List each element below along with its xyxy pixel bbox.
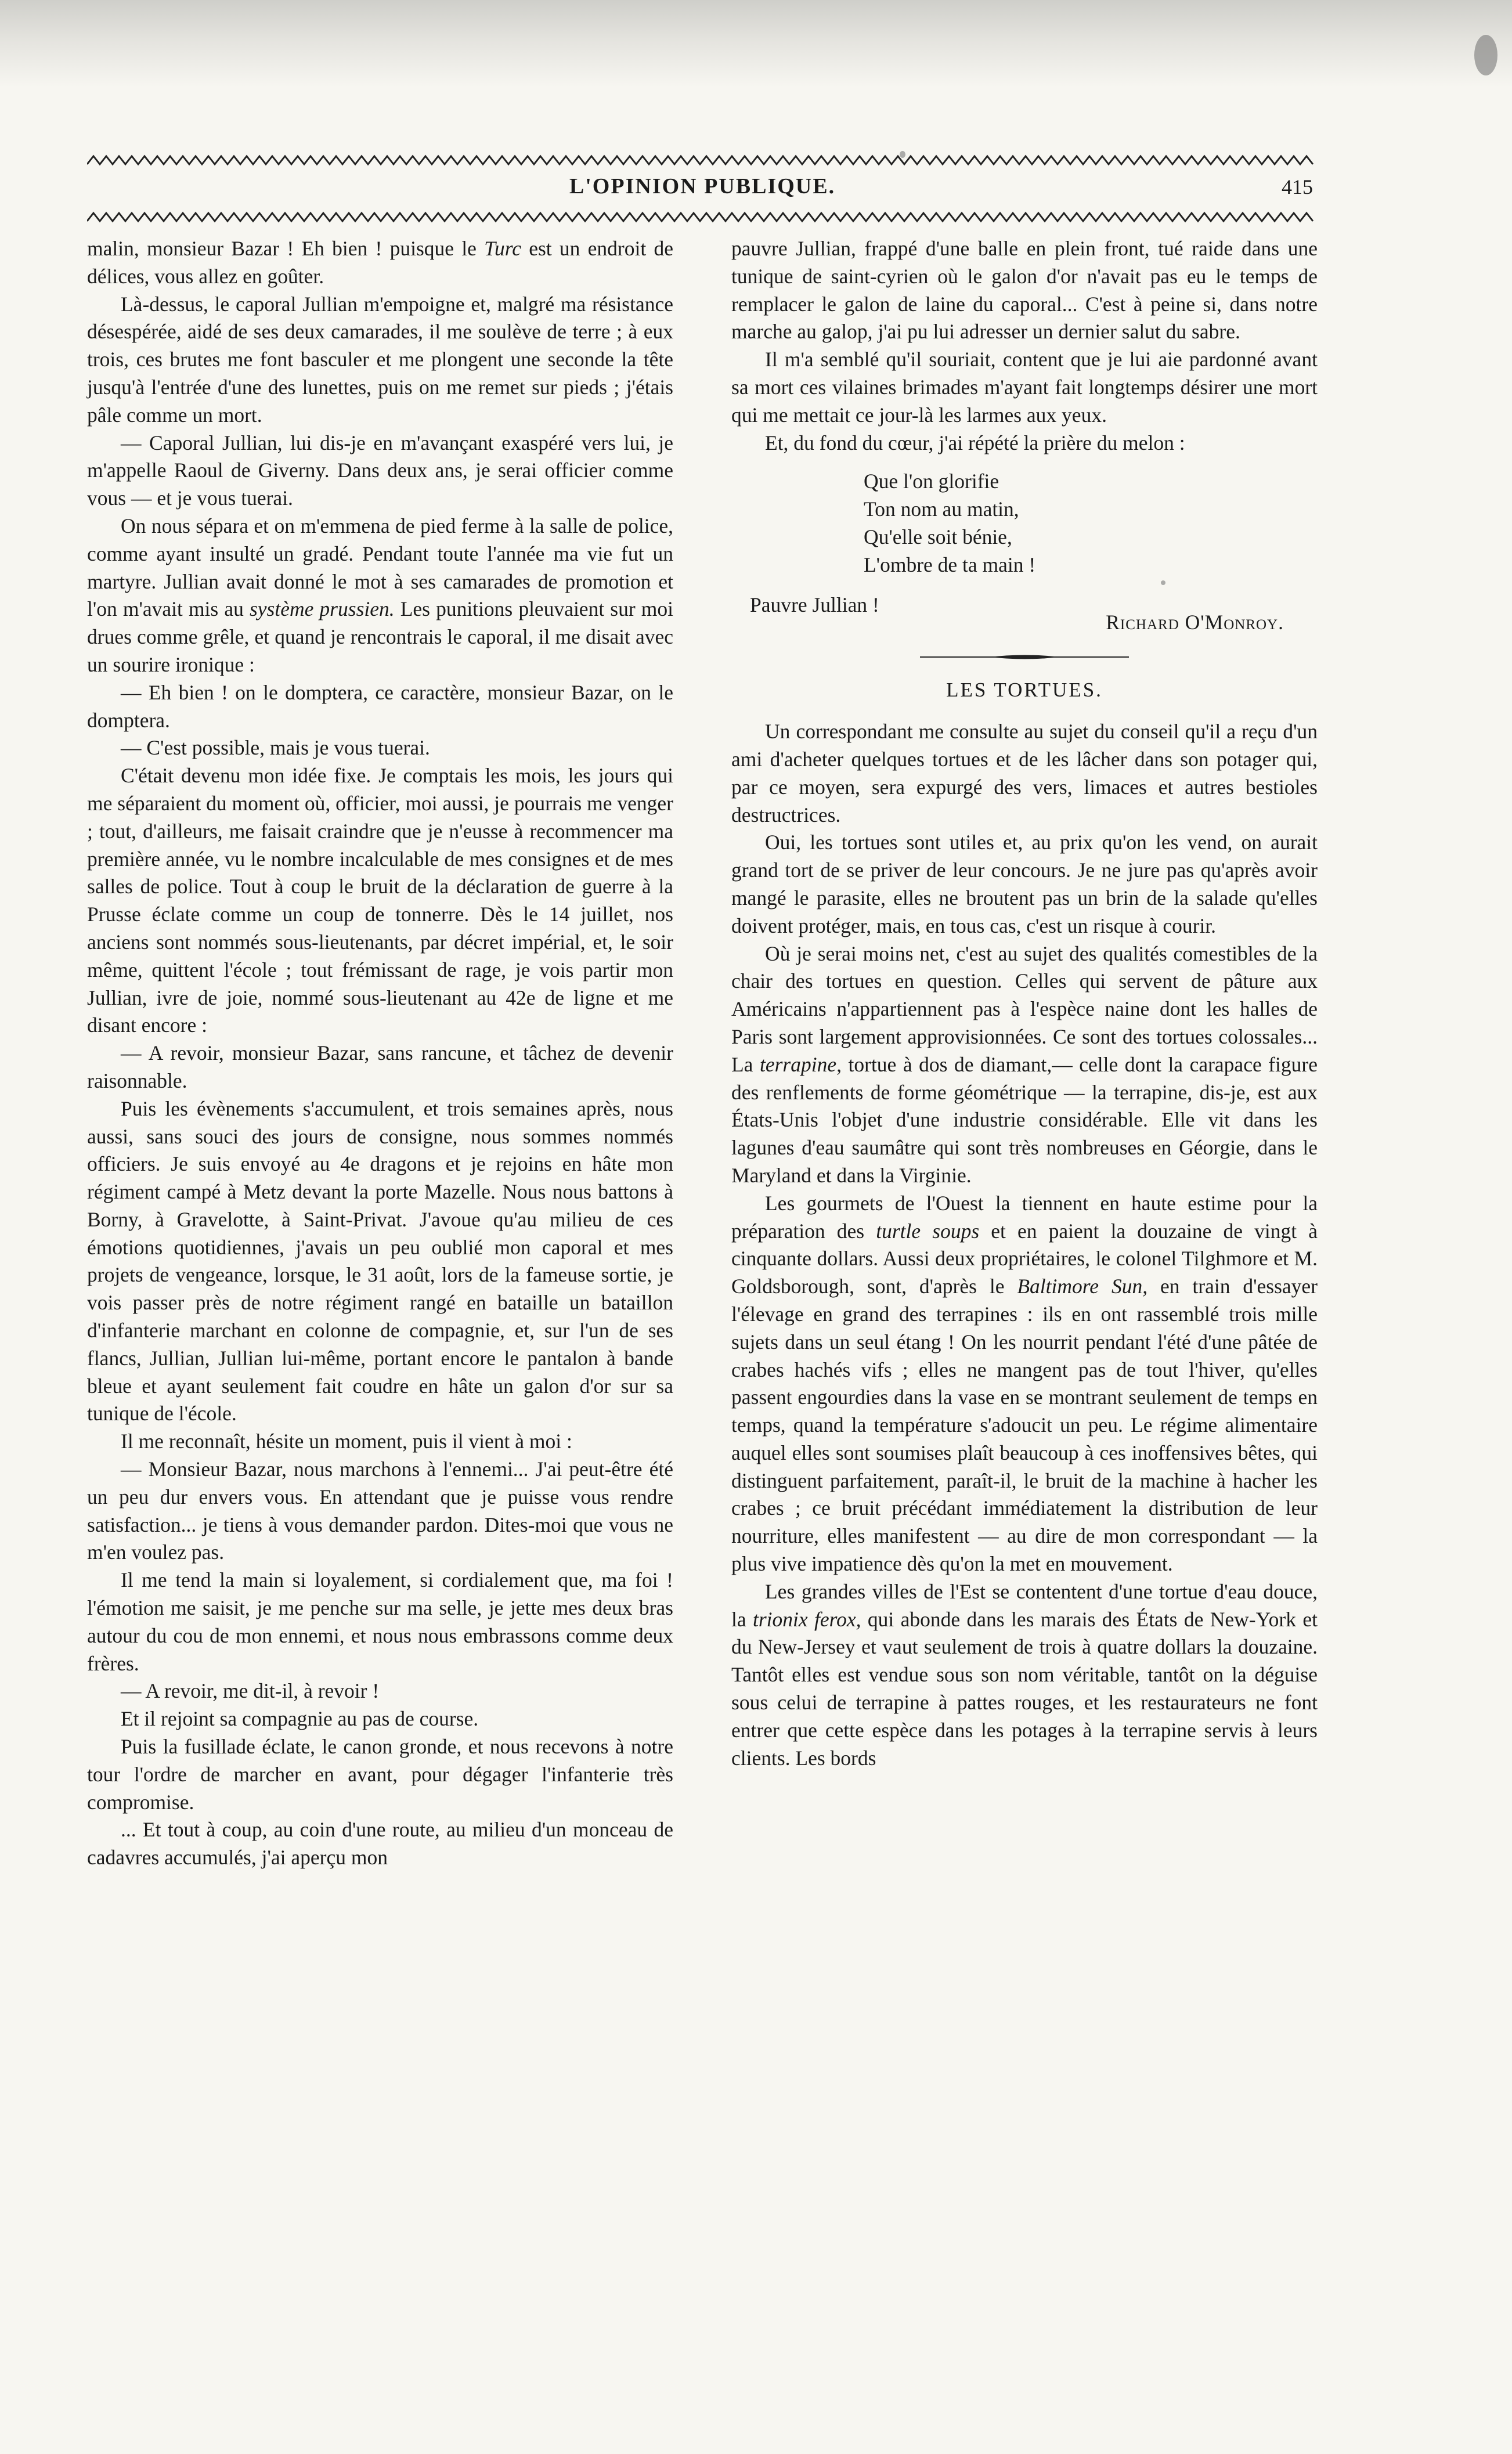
text-run: On nous sépara et on m'emmena de pied ferme à la salle de police, comme ayant insulté un gradé. Pendant toute l'année ma vie fut un martyre. Jullian avait donné le mot à ses camarades de promotion et l'on m'avait mis au [87, 514, 673, 621]
paragraph: C'était devenu mon idée fixe. Je comptais les mois, les jours qui me séparaient du moment où, officier, moi aussi, je pourrais me venger ; tout, d'ailleurs, me faisait craindre que je n'eusse à recommencer ma première année, vu le nombre incalculable de mes consignes et de mes salles de police. Tout à coup le bruit de la déclaration de guerre à la Prusse éclate comme un coup de tonnerre. Dès le 14 juillet, nos anciens sont nommés sous-lieutenants, par décret impérial, et, le soir même, quittent l'école ; tout frémissant de rage, je vois partir mon Jullian, ivre de joie, nommé sous-lieutenant au 42e de ligne et me disant encore : [87, 764, 673, 1037]
section-divider [920, 653, 1129, 661]
newspaper-page [87, 154, 1318, 1870]
text-run: est un endroit de délices, vous allez en goûter. [87, 237, 673, 288]
italic-text: Turc [484, 237, 521, 260]
text-run: tortue à dos de diamant,— celle dont la carapace figure des renflements de forme géométrique — la terrapine, dis-je, est aux États-Unis l'objet d'une industrie considérable. Elle vit dans les lagunes d'eau saumâtre qui sont très nombreuses en Géorgie, dans le Maryland et dans la Virginie. [731, 1052, 1318, 1187]
left-column [87, 235, 673, 1872]
italic-text: système prussien. [249, 597, 395, 621]
poem-verse [864, 467, 1318, 579]
text-run: qui abonde dans les marais des États de New-York et du New-Jersey et vaut seulement de trois à quatre dollars la douzaine. Tantôt elles est vendue sous son nom véritable, tantôt on la déguise sous celui de terrapine à pattes rouges, et les restaurateurs ne font entrer que cette espèce dans les potages à la terrapine servis à leurs clients. Les bords [731, 1607, 1318, 1770]
text-run: Les gourmets de l'Ouest la tiennent en haute estime pour la préparation des [731, 1191, 1318, 1243]
scan-speck [1474, 35, 1497, 75]
paragraph [731, 940, 1318, 1190]
paragraph: ... Et tout à coup, au coin d'une route, au milieu d'un monceau de cadavres accumulés, j'ai aperçu mon [87, 1818, 673, 1870]
poem-line: Ton nom au matin, [864, 497, 1019, 521]
paragraph: — Caporal Jullian, lui dis-je en m'avançant exaspéré vers lui, je m'appelle Raoul de Giverny. Dans deux ans, je serai officier comme vous — et je vous tuerai. [87, 431, 673, 510]
text-run: malin, monsieur Bazar ! Eh bien ! puisque le [87, 237, 485, 260]
italic-text: trionix ferox, [753, 1607, 861, 1631]
text-run: Les grandes villes de l'Est se contentent d'une tortue d'eau douce, la [731, 1579, 1318, 1631]
paragraph: Là-dessus, le caporal Jullian m'empoigne et, malgré ma résistance désespérée, aidé de ses deux camarades, il me soulève de terre ; à eux trois, ces brutes me font basculer et me plongent une seconde la tête jusqu'à l'entrée d'une des lunettes, puis on me remet sur pieds ; j'étais pâle comme un mort. [87, 292, 673, 427]
author-signature: Richard O'Monroy. [1106, 611, 1284, 634]
paragraph: pauvre Jullian, frappé d'une balle en plein front, tué raide dans une tunique de saint-cyrien où le galon d'or n'avait pas eu le temps de remplacer le galon de laine du caporal... C'est à peine si, dans notre marche au galop, j'ai pu lui adresser un dernier salut du sabre. [731, 237, 1318, 344]
paragraph [87, 513, 673, 679]
paragraph: Et, du fond du cœur, j'ai répété la prière du melon : [765, 431, 1185, 454]
right-column [731, 235, 1318, 1872]
paragraph: — Monsieur Bazar, nous marchons à l'ennemi... J'ai peut-être été un peu dur envers vous. En attendant que je puisse vous rendre satisfaction... je tiens à vous demander pardon. Dites-moi que vous ne m'en voulez pas. [87, 1457, 673, 1564]
paragraph: Un correspondant me consulte au sujet du conseil qu'il a reçu d'un ami d'acheter quelques tortues et de les lâcher dans son potager qui, par ce moyen, sera expurgé des vers, limaces et autres bestioles destructrices. [731, 720, 1318, 827]
paragraph: — A revoir, me dit-il, à revoir ! [121, 1679, 380, 1703]
italic-text: terrapine, [759, 1052, 842, 1076]
page-header [87, 167, 1318, 213]
paragraph: Oui, les tortues sont utiles et, au prix qu'on les vend, on aurait grand tort de se priver de leur concours. Je ne jure pas qu'après avoir mangé le parasite, elles ne broutent pas un brin de la salade qu'elles doivent protéger, mais, en tous cas, c'est un risque à courir. [731, 831, 1318, 937]
text-run: Où je serai moins net, c'est au sujet des qualités comestibles de la chair des tortues en question. Celles qui servent de pâture aux Américains n'appartiennent pas à l'espèce naine dont les halles de Paris sont largement approvisionnées. Ce sont des tortues colossales... La [731, 941, 1318, 1076]
paragraph [731, 1578, 1318, 1773]
signature-block [731, 584, 1318, 634]
paragraph: Il me reconnaît, hésite un moment, puis il vient à moi : [121, 1430, 572, 1453]
paragraph: Il m'a semblé qu'il souriait, content que je lui aie pardonné avant sa mort ces vilaines brimades m'ayant fait longtemps désirer une mort qui me mettait ce jour-là les larmes aux yeux. [731, 348, 1318, 427]
publication-title: L'OPINION PUBLIQUE. [569, 174, 836, 199]
scan-border [0, 0, 1512, 87]
paragraph: Puis les évènements s'accumulent, et trois semaines après, nous aussi, sans souci des jours de consigne, nous sommes nommés officiers. Je suis envoyé au 4e dragons et je rejoins en hâte mon régiment campé à Metz devant la porte Mazelle. Nous nous battons à Borny, à Gravelotte, à Saint-Privat. J'avoue qu'au milieu de ces émotions quotidiennes, j'avais un peu oublié mon caporal et mes projets de vengeance, lorsque, le 31 août, lors de la fameuse sortie, je vois passer près de notre régiment rangé en bataille un bataillon d'infanterie marchant en colonne de compagnie, et, sur l'un de ses flancs, Jullian, Jullian lui-même, portant encore le pantalon à bande bleue et ayant seulement fait coudre en hâte un galon d'or sur sa tunique de l'école. [87, 1096, 673, 1426]
italic-text: turtle soups [876, 1219, 980, 1243]
section-title: LES TORTUES. [946, 679, 1103, 702]
paragraph: — Eh bien ! on le domptera, ce caractère, monsieur Bazar, on le domptera. [87, 680, 673, 732]
page-number: 415 [1282, 175, 1313, 199]
paragraph: — C'est possible, mais je vous tuerai. [121, 736, 430, 760]
paragraph [731, 1190, 1318, 1578]
text-run: Les punitions pleuvaient sur moi drues comme grêle, et quand je rencontrais le caporal, il me disait avec un sourire ironique : [87, 597, 673, 676]
italic-text: Baltimore Sun, [1017, 1275, 1148, 1298]
paragraph: — A revoir, monsieur Bazar, sans rancune, et tâchez de devenir raisonnable. [87, 1041, 673, 1092]
closing-line: Pauvre Jullian ! [750, 593, 879, 617]
poem-line: Qu'elle soit bénie, [864, 525, 1012, 549]
paragraph [87, 235, 673, 291]
text-run: en train d'essayer l'élevage en grand des terrapines : ils en ont rassemblé trois mille sujets dans un seul étang ! On les nourrit pendant l'été d'une pâtée de crabes hachés vifs ; elles ne mangent pas de tout l'hiver, qu'elles passent engourdies dans la vase en se montrant seulement de temps en temps, quand la température s'adoucit un peu. Le régime alimentaire auquel elles sont soumises plaît beaucoup à ces inoffensives bêtes, qui distinguent parfaitement, paraît-il, le bruit de la machine à hacher les crabes ; ce bruit précédant immédiatement la distribution de leur nourriture, elles manifestent — au dire de mon correspondant — la plus vive impatience dès qu'on la met en mouvement. [731, 1275, 1318, 1576]
poem-line: L'ombre de ta main ! [864, 553, 1036, 577]
paragraph: Puis la fusillade éclate, le canon gronde, et nous recevons à notre tour l'ordre de marcher en avant, pour dégager l'infanterie très compromise. [87, 1735, 673, 1814]
paragraph: Et il rejoint sa compagnie au pas de course. [121, 1707, 479, 1731]
paragraph: Il me tend la main si loyalement, si cordialement que, ma foi ! l'émotion me saisit, je me penche sur ma selle, je jette mes deux bras autour du cou de mon ennemi, et nous nous embrassons comme deux frères. [87, 1568, 673, 1675]
poem-line: Que l'on glorifie [864, 470, 999, 493]
text-run: et en paient la douzaine de vingt à cinquante dollars. Aussi deux propriétaires, le colonel Tilghmore et M. Goldsborough, sont, d'après le [731, 1219, 1318, 1298]
article-columns [87, 235, 1318, 1872]
header-ornament-top [87, 154, 1318, 167]
